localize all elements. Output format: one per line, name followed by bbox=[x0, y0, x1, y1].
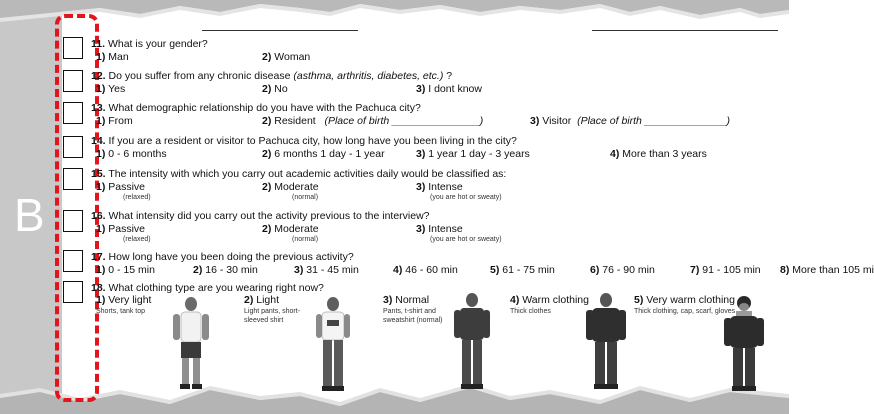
q18-option-3[interactable]: 3) Normal bbox=[383, 294, 430, 306]
person-warm-icon bbox=[584, 292, 628, 392]
q12-option-3[interactable]: 3) I dont know bbox=[416, 83, 482, 95]
q17-option-4[interactable]: 4) 46 - 60 min bbox=[393, 264, 458, 276]
question-17 bbox=[91, 251, 354, 263]
question-number: 14. bbox=[91, 135, 106, 147]
question-number: 18. bbox=[91, 282, 106, 294]
q18-option-5-desc: Thick clothing, cap, scarf, gloves bbox=[634, 308, 736, 315]
q14-option-1[interactable]: 1) 0 - 6 months bbox=[96, 148, 167, 160]
q16-option-1[interactable]: 1) Passive bbox=[96, 223, 146, 235]
question-number: 11. bbox=[91, 38, 106, 50]
question-number: 17. bbox=[91, 251, 106, 263]
question-number: 13. bbox=[91, 102, 106, 114]
q17-option-8[interactable]: 8) More than 105 mi bbox=[780, 264, 874, 276]
q12-option-1[interactable]: 1) Yes bbox=[96, 83, 126, 95]
person-light-icon bbox=[312, 296, 354, 394]
question-15 bbox=[91, 168, 506, 180]
person-normal-icon bbox=[452, 292, 492, 392]
question-18 bbox=[91, 282, 324, 294]
question-number: 15. bbox=[91, 168, 106, 180]
q17-option-6[interactable]: 6) 76 - 90 min bbox=[590, 264, 655, 276]
q18-option-1-desc: Shorts, tank top bbox=[96, 308, 146, 315]
q17-option-3[interactable]: 3) 31 - 45 min bbox=[294, 264, 359, 276]
q16-option-3-note: (you are hot or sweaty) bbox=[430, 236, 502, 243]
q16-option-3[interactable]: 3) Intense bbox=[416, 223, 463, 235]
q12-option-2[interactable]: 2) No bbox=[262, 83, 288, 95]
q17-option-1[interactable]: 1) 0 - 15 min bbox=[96, 264, 155, 276]
q14-option-2[interactable]: 2) 6 months 1 day - 1 year bbox=[262, 148, 385, 160]
question-text: The intensity with which you carry out academic activities daily would be classified as: bbox=[108, 168, 507, 180]
q16-option-2[interactable]: 2) Moderate bbox=[262, 223, 319, 235]
q15-option-2-note: (normal) bbox=[292, 194, 319, 201]
question-16 bbox=[91, 210, 430, 222]
question-text: What clothing type are you wearing right now? bbox=[108, 282, 324, 294]
q15-option-3-note: (you are hot or sweaty) bbox=[430, 194, 502, 201]
q17-option-7[interactable]: 7) 91 - 105 min bbox=[690, 264, 761, 276]
signature-line-right bbox=[592, 30, 778, 31]
question-12: 12. Do you suffer from any chronic disease (asthma, arthritis, diabetes, etc.) ? bbox=[91, 70, 453, 82]
q16-option-1-note: (relaxed) bbox=[123, 236, 151, 243]
q11-option-1[interactable]: 1) Man bbox=[96, 51, 129, 63]
q18-option-3-desc: Pants, t-shirt and sweatshirt (normal) bbox=[383, 308, 443, 324]
question-text: How long have you been doing the previous activity? bbox=[108, 251, 354, 263]
question-11 bbox=[91, 38, 208, 50]
q15-option-1-note: (relaxed) bbox=[123, 194, 151, 201]
question-text: What demographic relationship do you have with the Pachuca city? bbox=[108, 102, 421, 114]
signature-line-left bbox=[202, 30, 358, 31]
q17-option-5[interactable]: 5) 61 - 75 min bbox=[490, 264, 555, 276]
q18-option-2[interactable]: 2) Light bbox=[244, 294, 280, 306]
q11-option-2[interactable]: 2) Woman bbox=[262, 51, 311, 63]
q14-option-4[interactable]: 4) More than 3 years bbox=[610, 148, 707, 160]
question-text: If you are a resident or visitor to Pachuca city, how long have you been living in the city? bbox=[108, 135, 517, 147]
q18-option-2-desc: Light pants, short-sleeved shirt bbox=[244, 308, 301, 324]
question-14 bbox=[91, 135, 517, 147]
q15-option-3[interactable]: 3) Intense bbox=[416, 181, 463, 193]
person-very-warm-icon bbox=[722, 296, 766, 394]
q18-option-4-desc: Thick clothes bbox=[510, 308, 551, 315]
q18-option-5[interactable]: 5) Very warm clothing bbox=[634, 294, 735, 306]
question-text: What is your gender? bbox=[107, 38, 208, 50]
q15-option-2[interactable]: 2) Moderate bbox=[262, 181, 319, 193]
q13-option-3[interactable]: 3) Visitor (Place of birth ______________) bbox=[530, 115, 731, 127]
q15-option-1[interactable]: 1) Passive bbox=[96, 181, 146, 193]
q17-option-2[interactable]: 2) 16 - 30 min bbox=[193, 264, 258, 276]
question-text-italic: (asthma, arthritis, diabetes, etc.) bbox=[290, 70, 444, 82]
q18-option-1[interactable]: 1) Very light bbox=[96, 294, 152, 306]
question-number: 16. bbox=[91, 210, 106, 222]
section-letter: B bbox=[14, 189, 45, 241]
question-text: Do you suffer from any chronic disease bbox=[108, 70, 291, 82]
person-very-light-icon bbox=[168, 296, 214, 392]
q18-option-4[interactable]: 4) Warm clothing bbox=[510, 294, 589, 306]
torn-edge-bottom bbox=[0, 378, 789, 414]
question-number: 12. bbox=[91, 70, 106, 82]
question-13 bbox=[91, 102, 421, 114]
q13-option-2[interactable]: 2) Resident (Place of birth _______________) bbox=[262, 115, 484, 127]
q14-option-3[interactable]: 3) 1 year 1 day - 3 years bbox=[416, 148, 530, 160]
q16-option-2-note: (normal) bbox=[292, 236, 319, 243]
q13-option-1[interactable]: 1) From bbox=[96, 115, 133, 127]
question-text: What intensity did you carry out the activity previous to the interview? bbox=[108, 210, 430, 222]
torn-edge-top bbox=[0, 0, 789, 40]
